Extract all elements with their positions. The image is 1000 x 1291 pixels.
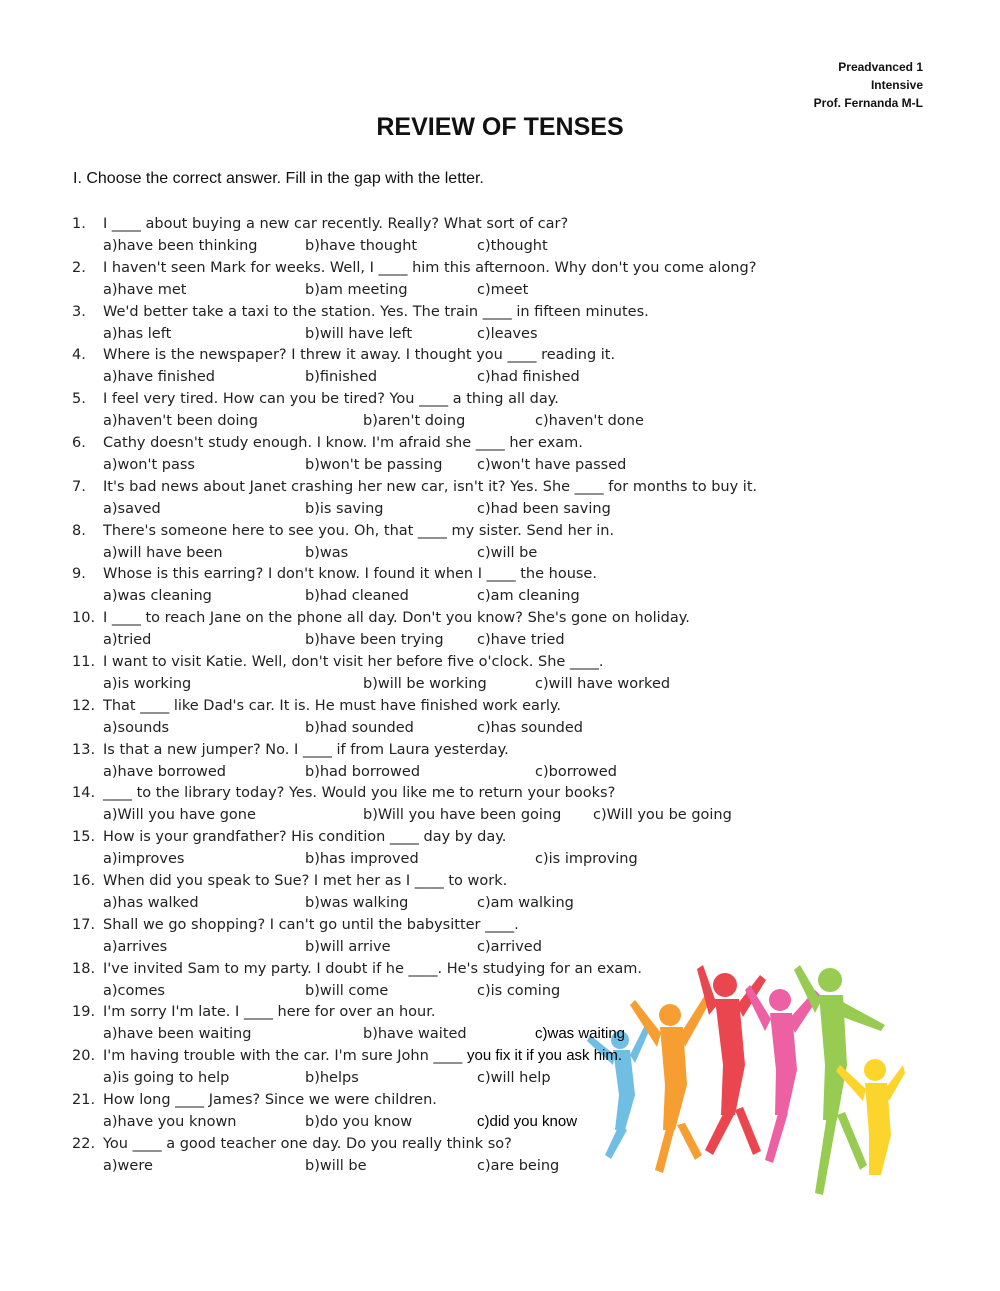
option-b: b)Will you have been going: [363, 807, 562, 824]
question-item: [0, 695, 1000, 739]
option-b: b)had cleaned: [305, 588, 409, 605]
question-item: [0, 1045, 1000, 1089]
question-item: [0, 607, 1000, 651]
question-number: 22.: [72, 1135, 96, 1152]
option-c: c)had been saving: [477, 500, 611, 517]
question-item: [0, 914, 1000, 958]
question-sentence: Where is the newspaper? I threw it away. I thought you ____ reading it.: [103, 347, 616, 364]
question-number: 15.: [72, 829, 96, 846]
option-c: c)leaves: [477, 325, 538, 342]
question-number: 1.: [72, 216, 86, 232]
question-sentence: Whose is this earring? I don't know. I found it when I ____ the house.: [103, 566, 597, 583]
option-b: b)do you know: [305, 1113, 413, 1130]
option-b: b)was: [305, 544, 349, 561]
option-a: a)haven't been doing: [103, 413, 258, 430]
question-item: [0, 826, 1000, 870]
question-item: [0, 432, 1000, 476]
question-text: [103, 958, 642, 980]
question-sentence: I'm sorry I'm late. I ____ here for over an hour.: [103, 1004, 436, 1021]
question-item: [0, 563, 1000, 607]
question-text: [103, 301, 649, 323]
question-sentence: I want to visit Katie. Well, don't visit her before five o'clock. She ____.: [103, 653, 604, 670]
option-a: a)were: [103, 1157, 153, 1174]
option-a: a)arrives: [103, 938, 168, 955]
question-text: [103, 563, 597, 585]
page-title: REVIEW OF TENSES: [376, 113, 624, 141]
question-number: 14.: [72, 785, 96, 802]
option-c: c)is improving: [535, 851, 638, 868]
option-b: b)helps: [305, 1070, 359, 1087]
option-a: a)have finished: [103, 369, 215, 386]
course-type: Intensive: [870, 78, 923, 92]
question-sentence: I ____ to reach Jane on the phone all day. Don't you know? She's gone on holiday.: [103, 610, 690, 627]
option-a: a)have borrowed: [103, 763, 227, 780]
option-a: a)saved: [103, 500, 161, 517]
option-b: b)finished: [305, 369, 378, 386]
option-b: b)will be: [305, 1157, 367, 1174]
option-a: a)has left: [103, 325, 172, 342]
option-b: b)is saving: [305, 500, 384, 517]
option-c: c)will help: [477, 1070, 551, 1087]
question-item: [0, 958, 1000, 1002]
question-sentence: Is that a new jumper? No. I ____ if from Laura yesterday.: [103, 741, 509, 758]
question-number: 6.: [72, 434, 86, 451]
question-text: [103, 1001, 435, 1023]
option-a: a)have been waiting: [103, 1026, 252, 1043]
question-sentence: Shall we go shopping? I can't go until the babysitter ____.: [103, 916, 519, 933]
option-c: c)am walking: [477, 894, 574, 911]
question-sentence: Cathy doesn't study enough. I know. I'm afraid she ____ her exam.: [103, 434, 583, 451]
option-a: a)is working: [103, 675, 192, 692]
question-item: [0, 1133, 1000, 1177]
option-c: c)won't have passed: [477, 456, 627, 473]
question-item: [0, 213, 1000, 257]
question-sentence: I'm having trouble with the car. I'm sure John ____: [103, 1048, 463, 1065]
question-text: [103, 213, 568, 235]
question-item: [0, 520, 1000, 564]
question-item: [0, 344, 1000, 388]
course-name: Preadvanced 1: [838, 60, 923, 74]
option-b: b)had borrowed: [305, 763, 421, 780]
option-a: a)won't pass: [103, 456, 195, 473]
question-number: 8.: [72, 522, 86, 539]
question-number: 21.: [72, 1091, 96, 1108]
question-sentence: We'd better take a taxi to the station. Yes. The train ____ in fifteen minutes.: [103, 303, 649, 320]
question-sentence: How is your grandfather? His condition ____ day by day.: [103, 829, 507, 846]
question-number: 20.: [72, 1048, 96, 1065]
question-sentence: How long ____ James? Since we were children.: [103, 1091, 437, 1108]
question-item: [0, 1001, 1000, 1045]
question-text: [103, 432, 583, 454]
question-sentence: ____ to the library today? Yes. Would you like me to return your books?: [103, 785, 616, 802]
option-a: a)have met: [103, 281, 187, 298]
question-text: [103, 344, 615, 366]
option-b: b)has improved: [305, 851, 419, 868]
question-sentence: It's bad news about Janet crashing her new car, isn't it? Yes. She ____ for months to buy it.: [103, 478, 758, 495]
question-item: [0, 651, 1000, 695]
question-sentence: I ____ about buying a new car recently. Really? What sort of car?: [103, 216, 569, 232]
question-number: 12.: [72, 697, 96, 714]
question-sentence-tail: you fix it if you ask him.: [466, 1047, 623, 1065]
option-b: b)was walking: [305, 894, 409, 911]
teacher-name: Prof. Fernanda M-L: [813, 96, 923, 110]
option-a: a)tried: [103, 632, 152, 649]
option-c: c)did you know: [477, 1112, 578, 1130]
option-c: c)had finished: [477, 369, 580, 386]
question-item: [0, 257, 1000, 301]
question-sentence: I feel very tired. How can you be tired? You ____ a thing all day.: [103, 391, 559, 408]
option-c: c)arrived: [477, 938, 542, 955]
question-number: 17.: [72, 916, 96, 933]
option-a: a)Will you have gone: [103, 807, 256, 824]
question-item: [0, 388, 1000, 432]
question-sentence: I haven't seen Mark for weeks. Well, I ____ him this afternoon. Why don't you come along?: [103, 259, 757, 276]
option-c: c)has sounded: [477, 719, 584, 736]
question-text: [103, 826, 506, 848]
option-a: a)have you known: [103, 1113, 237, 1130]
question-item: [0, 782, 1000, 826]
option-a: a)has walked: [103, 894, 199, 911]
question-text: [103, 607, 690, 629]
question-sentence: You ____ a good teacher one day. Do you really think so?: [103, 1135, 512, 1152]
question-text: [103, 739, 509, 761]
question-item: [0, 739, 1000, 783]
option-b: b)will have left: [305, 325, 413, 342]
option-a: a)will have been: [103, 544, 223, 561]
option-a: a)sounds: [103, 719, 170, 736]
question-sentence: When did you speak to Sue? I met her as I ____ to work.: [103, 872, 508, 889]
question-number: 16.: [72, 872, 96, 889]
option-c: c)have tried: [477, 632, 565, 649]
question-text: [103, 1045, 622, 1067]
option-c: c)haven't done: [535, 413, 644, 430]
question-text: [103, 1133, 512, 1155]
question-text: [103, 914, 519, 936]
option-c: c)is coming: [477, 982, 561, 999]
option-a: a)is going to help: [103, 1070, 230, 1087]
question-text: [103, 782, 615, 804]
question-number: 18.: [72, 960, 96, 977]
question-number: 13.: [72, 741, 96, 758]
option-b: b)am meeting: [305, 281, 408, 298]
question-number: 11.: [72, 653, 96, 670]
option-b: b)will come: [305, 982, 389, 999]
question-text: [103, 388, 559, 410]
question-sentence: I've invited Sam to my party. I doubt if he ____. He's studying for an exam.: [103, 960, 643, 977]
option-c: c)will be: [477, 544, 538, 561]
option-c: c)Will you be going: [593, 807, 732, 824]
question-text: [103, 651, 604, 673]
question-text: [103, 695, 561, 717]
question-item: [0, 476, 1000, 520]
option-c: c)meet: [477, 281, 529, 298]
option-c: c)are being: [477, 1157, 560, 1174]
question-number: 10.: [72, 610, 96, 627]
option-b: b)have been trying: [305, 632, 444, 649]
option-a: a)comes: [103, 982, 165, 999]
question-list: [0, 213, 1000, 1177]
option-c: c)thought: [477, 238, 548, 254]
question-number: 2.: [72, 259, 86, 276]
question-number: 3.: [72, 303, 86, 320]
option-c: c)will have worked: [535, 675, 671, 692]
question-number: 4.: [72, 347, 86, 364]
question-item: [0, 1089, 1000, 1133]
question-number: 5.: [72, 391, 86, 408]
option-a: a)was cleaning: [103, 588, 212, 605]
option-b: b)have thought: [305, 238, 418, 254]
option-b: b)won't be passing: [305, 456, 443, 473]
question-text: [103, 520, 614, 542]
option-a: a)improves: [103, 851, 185, 868]
question-item: [0, 301, 1000, 345]
option-c: c)am cleaning: [477, 588, 580, 605]
option-c: c)borrowed: [535, 763, 617, 780]
option-b: b)had sounded: [305, 719, 414, 736]
question-item: [0, 870, 1000, 914]
option-b: b)will arrive: [305, 938, 391, 955]
question-text: [103, 476, 757, 498]
course-info: [814, 58, 923, 112]
option-b: b)will be working: [363, 675, 487, 692]
instruction-text: I. Choose the correct answer. Fill in the gap with the letter.: [73, 170, 484, 187]
question-sentence: There's someone here to see you. Oh, that ____ my sister. Send her in.: [103, 522, 615, 539]
question-number: 7.: [72, 478, 86, 495]
question-number: 19.: [72, 1004, 96, 1021]
option-c: c)was waiting: [535, 1025, 626, 1043]
option-b: b)have waited: [363, 1026, 467, 1043]
question-number: 9.: [72, 566, 86, 583]
question-text: [103, 870, 507, 892]
question-text: [103, 257, 756, 279]
question-sentence: That ____ like Dad's car. It is. He must have finished work early.: [103, 697, 562, 714]
option-a: a)have been thinking: [103, 238, 258, 254]
question-text: [103, 1089, 437, 1111]
option-b: b)aren't doing: [363, 413, 466, 430]
